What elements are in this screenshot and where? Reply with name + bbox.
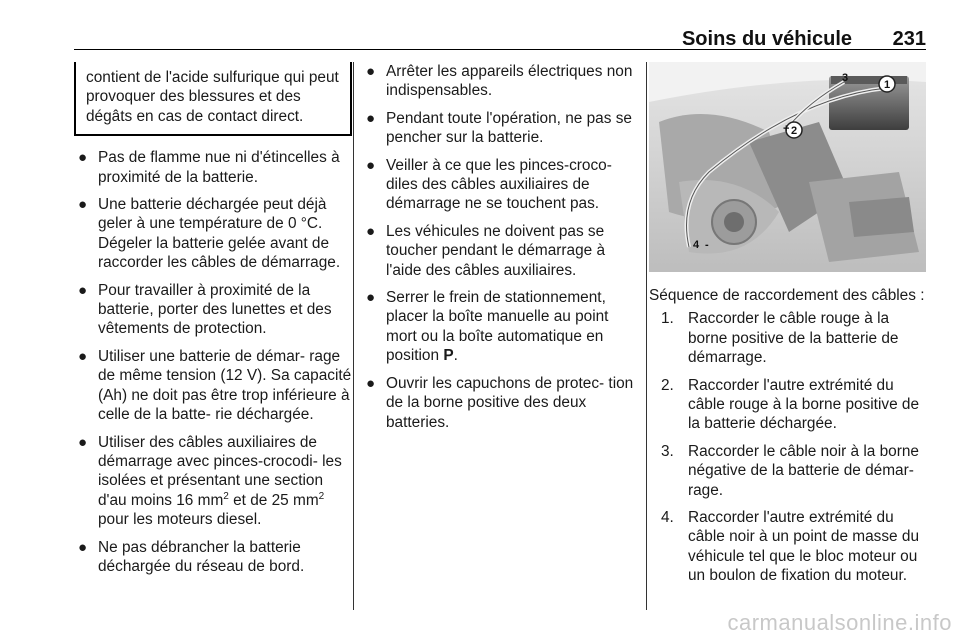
list-item: 3. Raccorder le câble noir à la borne négative de la batterie de démar‐ rage.	[661, 442, 919, 499]
bullet-icon: ●	[366, 109, 376, 127]
list-item: ● Arrêter les appareils électriques non indispensables.	[366, 63, 633, 100]
list-item: ● Ne pas débrancher la batterie déchargée du réseau de bord.	[78, 538, 305, 575]
list-item: ● Pas de flamme nue ni d'étincelles à proximité de la batterie.	[78, 149, 340, 186]
engine-bay-photo	[649, 62, 926, 272]
bullet-icon: ●	[366, 63, 376, 80]
column-divider-1	[353, 62, 354, 610]
warning-text: contient de l'acide sulfurique qui peut provoquer des blessures et des dégâts en cas de contact direct.	[86, 69, 339, 125]
list-item: ● Les véhicules ne doivent pas se toucher pendant le démarrage à l'aide des câbles auxiliaires.	[366, 222, 606, 279]
header-rule	[74, 49, 926, 50]
bullet-icon: ●	[366, 156, 376, 174]
bullet-icon: ●	[366, 289, 376, 307]
list-item: 4. Raccorder l'autre extrémité du câble noir à un point de masse du véhicule tel que le bloc moteur ou un boulon de fixation du moteur.	[661, 509, 920, 585]
bullet-icon: ●	[78, 281, 88, 299]
section-title: Soins du véhicule	[681, 28, 852, 50]
list-item: ● Utiliser des câbles auxiliaires de démarrage avec pinces-crocodi‐ les isolées et présentant une section d'au moins 16 $mm^2$ et de 25 $mm^2$ pour les moteurs diesel.	[78, 433, 342, 529]
column-3	[649, 62, 927, 594]
label-1: 1	[883, 79, 891, 91]
bullet-icon: ●	[78, 538, 88, 556]
label-3: 3	[841, 72, 849, 84]
bullet-icon: ●	[78, 149, 88, 167]
bullet-icon: ●	[78, 196, 88, 214]
bullet-icon: ●	[366, 374, 376, 392]
list-item: ● Une batterie déchargée peut déjà geler à une température de 0 °C. Dégeler la batterie gelée avant de raccorder les câbles de démarrage.	[78, 196, 341, 272]
column-1	[74, 62, 352, 584]
label-2: 2	[790, 125, 798, 137]
column-divider-2	[646, 62, 647, 610]
label-4: 4	[692, 239, 700, 251]
warning-box	[74, 62, 352, 136]
page-header	[74, 22, 926, 50]
list-item: ● Ouvrir les capuchons de protec‐ tion de la borne positive des deux batteries.	[366, 374, 634, 431]
list-item: ● Utiliser une batterie de démar‐ rage de même tension (12 V). Sa capacité (Ah) ne doit pas être trop inférieure à celle de la batte‐ rie déchargée.	[78, 347, 352, 424]
watermark: carmanualsonline.info	[727, 610, 952, 635]
column-2	[362, 62, 640, 440]
bullet-icon: ●	[78, 433, 88, 451]
connection-steps	[649, 309, 927, 585]
list-item: ● Serrer le frein de stationnement, placer la boîte manuelle au point mort ou la boîte automatique en position P.	[366, 289, 609, 365]
list-item: ● Veiller à ce que les pinces-croco‐ diles des câbles auxiliaires de démarrage ne se touchent pas.	[366, 156, 612, 213]
photo-caption: Séquence de raccordement des câbles :	[649, 287, 925, 304]
page-number: 231	[892, 28, 926, 50]
list-item: ● Pendant toute l'opération, ne pas se pencher sur la batterie.	[366, 109, 632, 147]
plus-sign: +	[783, 123, 790, 135]
procedure-list	[362, 62, 640, 432]
bullet-icon: ●	[78, 347, 88, 365]
list-item: 2. Raccorder l'autre extrémité du câble rouge à la borne positive de la batterie déchargée.	[661, 376, 920, 433]
precautions-list	[74, 148, 352, 576]
bullet-icon: ●	[366, 222, 376, 240]
list-item: ● Pour travailler à proximité de la batterie, porter des lunettes et des vêtements de protection.	[78, 281, 332, 338]
minus-sign: -	[705, 239, 709, 251]
engine-bay-illustration	[649, 62, 926, 272]
list-item: 1. Raccorder le câble rouge à la borne positive de la batterie de démarrage.	[661, 310, 899, 367]
